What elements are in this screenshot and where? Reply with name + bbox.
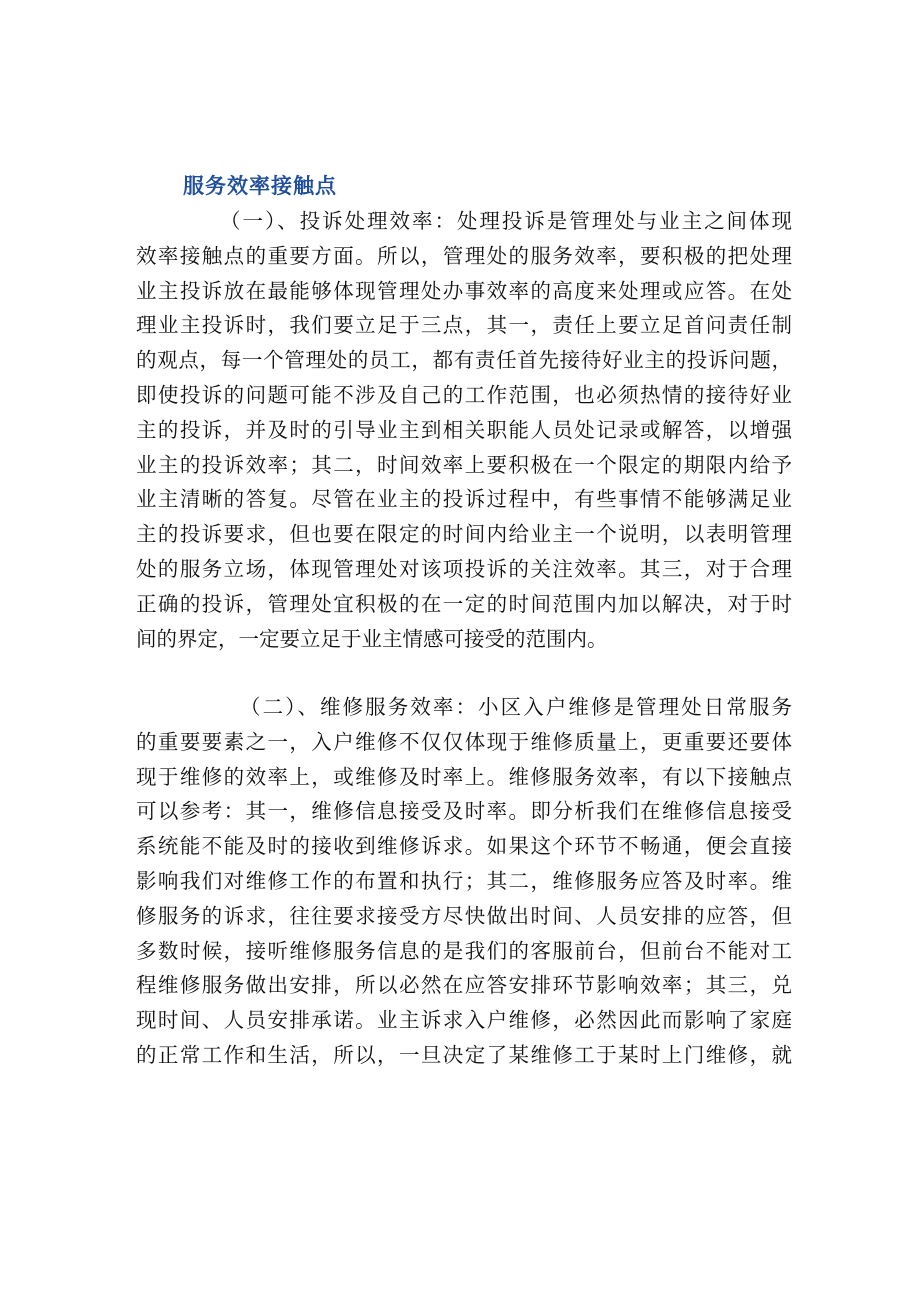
text-line: 主的投诉，并及时的引导业主到相关职能人员处记录或解答，以增强: [136, 417, 792, 442]
text-line: 效率接触点的重要方面。所以，管理处的服务效率，要积极的把处理: [136, 243, 792, 268]
text-line: 正确的投诉，管理处宜积极的在一定的时间范围内加以解决，对于时: [136, 591, 792, 616]
text-line: 业主投诉放在最能够体现管理处办事效率的高度来处理或应答。在处: [136, 278, 792, 303]
text-line: 现时间、人员安排承诺。业主诉求入户维修，必然因此而影响了家庭: [136, 1008, 792, 1033]
text-line: 的重要要素之一，入户维修不仅仅体现于维修质量上，更重要还要体: [136, 729, 792, 754]
text-line: （一）、投诉处理效率：处理投诉是管理处与业主之间体现: [220, 209, 792, 233]
text-line: 的观点，每一个管理处的员工，都有责任首先接待好业主的投诉问题，: [136, 348, 792, 373]
text-line: 的正常工作和生活，所以，一旦决定了某维修工于某时上门维修，就: [136, 1042, 792, 1067]
paragraph-complaint-efficiency: [136, 204, 792, 656]
text-line: 现于维修的效率上，或维修及时率上。维修服务效率，有以下接触点: [136, 764, 792, 789]
text-line: 即使投诉的问题可能不涉及自己的工作范围，也必须热情的接待好业: [136, 382, 792, 407]
text-line: 修服务的诉求，往往要求接受方尽快做出时间、人员安排的应答，但: [136, 903, 792, 928]
text-line: （二）、维修服务效率：小区入户维修是管理处日常服务: [240, 695, 792, 719]
text-line: 处的服务立场，体现管理处对该项投诉的关注效率。其三，对于合理: [136, 556, 792, 581]
text-line: 可以参考：其一，维修信息接受及时率。即分析我们在维修信息接受: [136, 799, 792, 824]
text-line: 多数时候，接听维修服务信息的是我们的客服前台，但前台不能对工: [136, 938, 792, 963]
text-line: 业主的投诉效率；其二，时间效率上要积极在一个限定的期限内给予: [136, 452, 792, 477]
paragraph-repair-efficiency: [136, 690, 792, 1073]
text-line: 系统能不能及时的接收到维修诉求。如果这个环节不畅通，便会直接: [136, 834, 792, 859]
text-line: 理业主投诉时，我们要立足于三点，其一，责任上要立足首问责任制: [136, 313, 792, 338]
section-title: 服务效率接触点: [183, 173, 337, 198]
text-line: 影响我们对维修工作的布置和执行；其二，维修服务应答及时率。维: [136, 868, 792, 893]
text-line: 间的界定，一定要立足于业主情感可接受的范围内。: [136, 626, 608, 651]
text-line: 主的投诉要求，但也要在限定的时间内给业主一个说明，以表明管理: [136, 522, 792, 547]
text-line: 业主清晰的答复。尽管在业主的投诉过程中，有些事情不能够满足业: [136, 487, 792, 512]
text-line: 程维修服务做出安排，所以必然在应答安排环节影响效率；其三，兑: [136, 973, 792, 998]
